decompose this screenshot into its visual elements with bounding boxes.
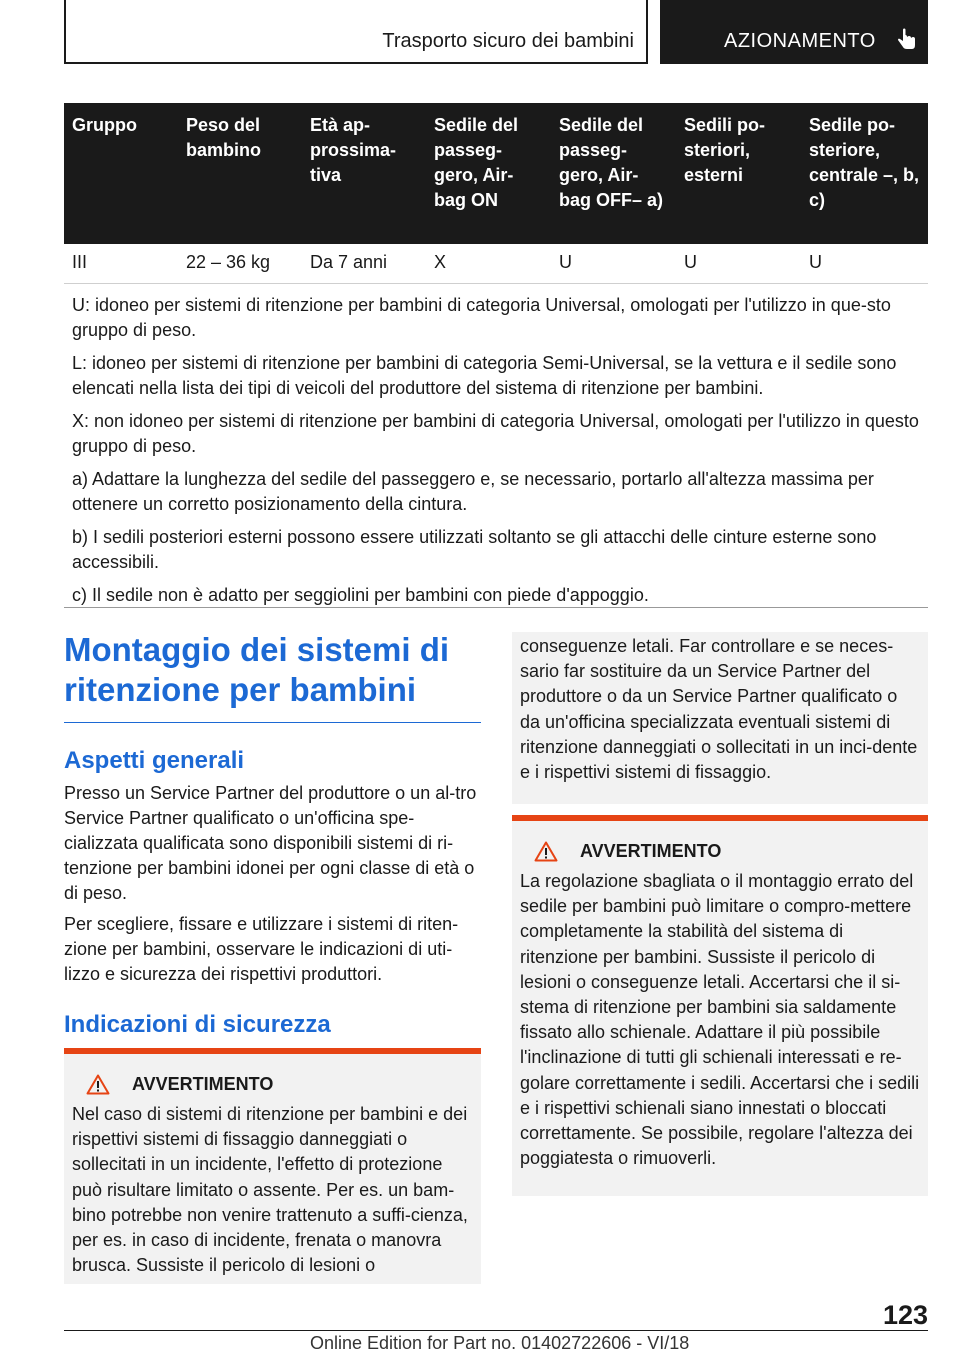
warning-continuation [512, 632, 928, 804]
page-number: 123 [882, 1300, 928, 1330]
section-title: Trasporto sicuro dei bambini [382, 30, 634, 52]
warning-text: La regolazione sbagliata o il montaggio errato del sedile per bambini può limitare o compro-mettere completamente la stabilità del sistema di ritenzione per bambini. Sussiste il pericolo di lesioni o conseguenze letali. Accertarsi che il si-stema di ritenzione per bambini sia saldamente fissato allo schienale. Adattare il più possibile l'inclinazione di tutti gli schienali interessati e re-golare correttamente i sedili. Accertarsi che i sedili e i rispettivi schienali siano innestati o bloccati correttamente. Se possibile, regolare l'altezza dei poggiatesta o rimuoverli. [520, 871, 920, 1169]
hand-pointer-icon [896, 28, 918, 52]
paragraph: Presso un Service Partner del produttore o un al-tro Service Partner qualificato o un'officina spe-cializzata qualificata sono disponibili sistemi di ri-tenzione per bambini idonei per ogni classe di età o di peso. [64, 783, 477, 903]
warning-title: AVVERTIMENTO [580, 840, 722, 861]
table-row [64, 244, 928, 283]
col-header: Sedili po-steriori, esterni [676, 103, 801, 244]
table-cell: U [551, 244, 676, 283]
warning-title: AVVERTIMENTO [132, 1073, 274, 1094]
table-cell: U [801, 244, 928, 283]
child-seat-table [64, 103, 928, 284]
section-tab [64, 0, 648, 64]
note: a) Adattare la lunghezza del sedile del passeggero e, se necessario, portarlo all'altezza massima per ottenere un corretto posizionamento della cintura. [72, 469, 874, 514]
table-cell: X [426, 244, 551, 283]
note: c) Il sedile non è adatto per seggiolini per bambini con piede d'appoggio. [72, 585, 649, 605]
warning-title-row [72, 1070, 473, 1098]
chapter-tab [660, 0, 928, 64]
note: U: idoneo per sistemi di ritenzione per bambini di categoria Universal, omologati per l'utilizzo in que-sto gruppo di peso. [72, 295, 891, 340]
warning-triangle-icon [86, 1074, 110, 1095]
footer-edition: Online Edition for Part no. 01402722606 - VI/18 [310, 1333, 690, 1353]
col-header: Sedile del passeg-gero, Air-bag ON [426, 103, 551, 244]
col-header: Età ap-prossima-tiva [302, 103, 426, 244]
table-cell: U [676, 244, 801, 283]
warning-text-continued: conseguenze letali. Far controllare e se neces-sario far sostituire da un Service Partner del produttore o da un Service Partner qualificato o da un'officina specializzata eventuali sistemi di ritenzione danneggiati o sollecitati in un inci-dente e i rispettivi sistemi di fissaggio. [520, 636, 918, 783]
col-header: Sedile po-steriore, centrale –, b, c) [801, 103, 928, 244]
table-cell: 22 – 36 kg [178, 244, 302, 283]
warning-box [64, 1048, 481, 1284]
page-header [64, 0, 928, 64]
col-header: Gruppo [64, 103, 178, 244]
table-cell: III [64, 244, 178, 283]
table-header-row [64, 103, 928, 244]
col-header: Sedile del passeg-gero, Air-bag OFF– a) [551, 103, 676, 244]
note: b) I sedili posteriori esterni possono essere utilizzati soltanto se gli attacchi delle cinture esterne sono accessibili. [72, 527, 877, 572]
note: L: idoneo per sistemi di ritenzione per bambini di categoria Semi-Universal, se la vettura e il sedile sono elencati nella lista dei tipi di veicoli del produttore del sistema di ritenzione per bambini. [72, 353, 897, 398]
warning-box [512, 815, 928, 1196]
section-heading: Montaggio dei sistemi di ritenzione per bambini [64, 630, 481, 723]
subheading-general: Aspetti generali [64, 747, 245, 774]
warning-title-row [520, 837, 920, 865]
chapter-title: AZIONAMENTO [724, 30, 876, 52]
note: X: non idoneo per sistemi di ritenzione per bambini di categoria Universal, omologati per l'utilizzo in questo gruppo di peso. [72, 411, 919, 456]
footer-divider [64, 1330, 928, 1331]
left-column [64, 630, 481, 1039]
table-cell: Da 7 anni [302, 244, 426, 283]
paragraph: Per scegliere, fissare e utilizzare i sistemi di riten-zione per bambini, osservare le indicazioni di uti-lizzo e sicurezza dei rispettivi produttori. [64, 914, 459, 984]
subheading-safety: Indicazioni di sicurezza [64, 1011, 331, 1038]
table-notes [64, 283, 928, 608]
warning-triangle-icon [534, 841, 558, 862]
col-header: Peso del bambino [178, 103, 302, 244]
warning-text: Nel caso di sistemi di ritenzione per bambini e dei rispettivi sistemi di fissaggio danneggiati o sollecitati in un incidente, l'effetto di protezione può risultare limitato o assente. Per es. un bam-bino potrebbe non venire trattenuto a suffi-cienza, per es. in caso di incidente, frenata o manovra brusca. Sussiste il pericolo di lesioni o [72, 1104, 468, 1276]
